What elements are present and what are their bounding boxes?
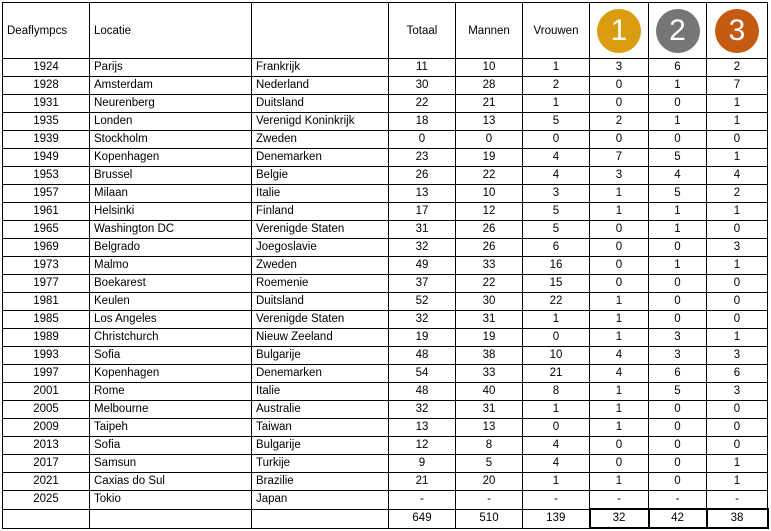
cell-men: 10 xyxy=(456,59,523,77)
cell-city: Christchurch xyxy=(90,329,252,347)
cell-bronze: 3 xyxy=(707,239,768,257)
cell-year: 2013 xyxy=(3,437,90,455)
cell-total: 32 xyxy=(389,311,456,329)
header-women: Vrouwen xyxy=(523,3,590,59)
cell-women: 4 xyxy=(523,455,590,473)
cell-silver: 0 xyxy=(649,455,707,473)
cell-silver: 0 xyxy=(649,239,707,257)
header-year: Deaflympcs xyxy=(3,3,90,59)
cell-bronze: 1 xyxy=(707,473,768,491)
cell-bronze: 3 xyxy=(707,347,768,365)
header-total: Totaal xyxy=(389,3,456,59)
cell-city: Rome xyxy=(90,383,252,401)
cell-city: Neurenberg xyxy=(90,95,252,113)
table-row xyxy=(3,473,768,491)
cell-year: 2001 xyxy=(3,383,90,401)
table-row xyxy=(3,275,768,293)
table-row xyxy=(3,167,768,185)
cell-bronze: 1 xyxy=(707,203,768,221)
cell-men: 28 xyxy=(456,77,523,95)
cell-gold: 1 xyxy=(590,329,649,347)
cell-gold: 1 xyxy=(590,473,649,491)
cell-women: 4 xyxy=(523,149,590,167)
cell-men: 22 xyxy=(456,275,523,293)
cell-men: 20 xyxy=(456,473,523,491)
cell-total: 48 xyxy=(389,347,456,365)
cell-country: Duitsland xyxy=(252,95,389,113)
cell-year: 1928 xyxy=(3,77,90,95)
cell-country: Nieuw Zeeland xyxy=(252,329,389,347)
cell-bronze: 4 xyxy=(707,167,768,185)
cell-country: Brazilie xyxy=(252,473,389,491)
cell-bronze: 3 xyxy=(707,383,768,401)
table-row xyxy=(3,329,768,347)
cell-country: Belgie xyxy=(252,167,389,185)
cell-country: Verenigde Staten xyxy=(252,311,389,329)
cell-country: Turkije xyxy=(252,455,389,473)
cell-country: Nederland xyxy=(252,77,389,95)
cell-bronze: 0 xyxy=(707,293,768,311)
cell-men: 38 xyxy=(456,347,523,365)
silver-medal-icon: 2 xyxy=(656,9,700,53)
cell-city: Melbourne xyxy=(90,401,252,419)
cell-men: 33 xyxy=(456,365,523,383)
table-row xyxy=(3,77,768,95)
cell-bronze: 1 xyxy=(707,95,768,113)
totals-silver: 42 xyxy=(649,509,707,528)
cell-men: 33 xyxy=(456,257,523,275)
cell-silver: 1 xyxy=(649,257,707,275)
cell-country: Finland xyxy=(252,203,389,221)
cell-year: 1969 xyxy=(3,239,90,257)
cell-bronze: 0 xyxy=(707,419,768,437)
cell-city: Kopenhagen xyxy=(90,365,252,383)
cell-total: 0 xyxy=(389,131,456,149)
cell-silver: 5 xyxy=(649,185,707,203)
cell-silver: 0 xyxy=(649,131,707,149)
cell-women: 3 xyxy=(523,185,590,203)
table-row xyxy=(3,113,768,131)
cell-bronze: 6 xyxy=(707,365,768,383)
table-row xyxy=(3,347,768,365)
bronze-medal-icon: 3 xyxy=(715,9,759,53)
cell-bronze: - xyxy=(707,491,768,510)
cell-gold: 0 xyxy=(590,221,649,239)
cell-bronze: 1 xyxy=(707,329,768,347)
cell-women: 22 xyxy=(523,293,590,311)
cell-bronze: 7 xyxy=(707,77,768,95)
table-row xyxy=(3,455,768,473)
cell-silver: - xyxy=(649,491,707,510)
cell-total: 12 xyxy=(389,437,456,455)
totals-bronze: 38 xyxy=(707,509,768,528)
cell-women: 2 xyxy=(523,77,590,95)
cell-women: 16 xyxy=(523,257,590,275)
cell-year: 1957 xyxy=(3,185,90,203)
cell-bronze: 0 xyxy=(707,131,768,149)
cell-bronze: 0 xyxy=(707,401,768,419)
cell-gold: 0 xyxy=(590,239,649,257)
cell-men: 19 xyxy=(456,149,523,167)
cell-country: Denemarken xyxy=(252,365,389,383)
cell-silver: 1 xyxy=(649,203,707,221)
cell-country: Roemenie xyxy=(252,275,389,293)
cell-total: 18 xyxy=(389,113,456,131)
cell-women: 6 xyxy=(523,239,590,257)
cell-city: Londen xyxy=(90,113,252,131)
cell-country: Bulgarije xyxy=(252,347,389,365)
header-location: Locatie xyxy=(90,3,252,59)
cell-silver: 0 xyxy=(649,419,707,437)
cell-silver: 0 xyxy=(649,95,707,113)
cell-women: 5 xyxy=(523,113,590,131)
cell-total: 32 xyxy=(389,401,456,419)
cell-silver: 6 xyxy=(649,59,707,77)
cell-men: 5 xyxy=(456,455,523,473)
cell-year: 1965 xyxy=(3,221,90,239)
cell-country: Frankrijk xyxy=(252,59,389,77)
cell-women: 0 xyxy=(523,329,590,347)
cell-year: 1973 xyxy=(3,257,90,275)
cell-women: 1 xyxy=(523,401,590,419)
cell-city: Caxias do Sul xyxy=(90,473,252,491)
cell-gold: 3 xyxy=(590,167,649,185)
cell-total: 13 xyxy=(389,185,456,203)
cell-country: Taiwan xyxy=(252,419,389,437)
cell-bronze: 1 xyxy=(707,257,768,275)
cell-country: Zweden xyxy=(252,257,389,275)
cell-men: 22 xyxy=(456,167,523,185)
cell-gold: 0 xyxy=(590,437,649,455)
cell-city: Malmo xyxy=(90,257,252,275)
cell-total: 22 xyxy=(389,95,456,113)
cell-year: 1989 xyxy=(3,329,90,347)
cell-gold: 0 xyxy=(590,455,649,473)
cell-year: 1931 xyxy=(3,95,90,113)
cell-year: 1977 xyxy=(3,275,90,293)
cell-total: 30 xyxy=(389,77,456,95)
cell-year: 1949 xyxy=(3,149,90,167)
cell-women: 4 xyxy=(523,167,590,185)
cell-bronze: 1 xyxy=(707,149,768,167)
cell-total: 17 xyxy=(389,203,456,221)
cell-gold: 3 xyxy=(590,59,649,77)
table-row xyxy=(3,437,768,455)
cell-gold: - xyxy=(590,491,649,510)
cell-gold: 4 xyxy=(590,365,649,383)
cell-silver: 0 xyxy=(649,473,707,491)
cell-city: Keulen xyxy=(90,293,252,311)
gold-medal-icon: 1 xyxy=(597,9,641,53)
table-row xyxy=(3,383,768,401)
cell-gold: 2 xyxy=(590,113,649,131)
table-body xyxy=(3,59,768,510)
totals-gold: 32 xyxy=(590,509,649,528)
cell-bronze: 0 xyxy=(707,221,768,239)
cell-total: 21 xyxy=(389,473,456,491)
cell-city: Amsterdam xyxy=(90,77,252,95)
cell-silver: 3 xyxy=(649,347,707,365)
cell-country: Italie xyxy=(252,383,389,401)
cell-city: Belgrado xyxy=(90,239,252,257)
cell-gold: 0 xyxy=(590,95,649,113)
cell-men: 40 xyxy=(456,383,523,401)
cell-gold: 0 xyxy=(590,77,649,95)
table-row xyxy=(3,311,768,329)
cell-total: - xyxy=(389,491,456,510)
cell-total: 19 xyxy=(389,329,456,347)
cell-women: - xyxy=(523,491,590,510)
cell-women: 0 xyxy=(523,419,590,437)
table-row xyxy=(3,419,768,437)
table-row xyxy=(3,491,768,510)
cell-silver: 0 xyxy=(649,437,707,455)
cell-total: 37 xyxy=(389,275,456,293)
cell-bronze: 2 xyxy=(707,59,768,77)
cell-year: 1961 xyxy=(3,203,90,221)
cell-total: 9 xyxy=(389,455,456,473)
table-row xyxy=(3,149,768,167)
table-row xyxy=(3,221,768,239)
table-row xyxy=(3,257,768,275)
cell-women: 21 xyxy=(523,365,590,383)
cell-gold: 1 xyxy=(590,311,649,329)
cell-women: 5 xyxy=(523,221,590,239)
cell-country: Joegoslavie xyxy=(252,239,389,257)
cell-men: 30 xyxy=(456,293,523,311)
header-gold xyxy=(590,3,649,59)
cell-year: 1981 xyxy=(3,293,90,311)
cell-men: 21 xyxy=(456,95,523,113)
cell-year: 1985 xyxy=(3,311,90,329)
cell-year: 1939 xyxy=(3,131,90,149)
cell-year: 2025 xyxy=(3,491,90,510)
cell-year: 2005 xyxy=(3,401,90,419)
cell-bronze: 2 xyxy=(707,185,768,203)
cell-bronze: 0 xyxy=(707,437,768,455)
totals-empty-2 xyxy=(90,509,252,528)
cell-gold: 1 xyxy=(590,401,649,419)
cell-city: Boekarest xyxy=(90,275,252,293)
cell-country: Verenigde Staten xyxy=(252,221,389,239)
cell-bronze: 0 xyxy=(707,275,768,293)
cell-year: 1953 xyxy=(3,167,90,185)
cell-men: - xyxy=(456,491,523,510)
cell-gold: 0 xyxy=(590,257,649,275)
cell-silver: 3 xyxy=(649,329,707,347)
cell-country: Italie xyxy=(252,185,389,203)
cell-women: 1 xyxy=(523,311,590,329)
header-silver xyxy=(649,3,707,59)
cell-gold: 0 xyxy=(590,131,649,149)
cell-gold: 1 xyxy=(590,419,649,437)
table-row xyxy=(3,293,768,311)
cell-women: 5 xyxy=(523,203,590,221)
totals-empty-1 xyxy=(3,509,90,528)
cell-city: Sofia xyxy=(90,347,252,365)
header-bronze xyxy=(707,3,768,59)
cell-country: Duitsland xyxy=(252,293,389,311)
cell-silver: 4 xyxy=(649,167,707,185)
cell-silver: 1 xyxy=(649,221,707,239)
cell-silver: 6 xyxy=(649,365,707,383)
cell-men: 13 xyxy=(456,419,523,437)
cell-city: Washington DC xyxy=(90,221,252,239)
cell-gold: 1 xyxy=(590,203,649,221)
totals-row xyxy=(3,509,768,528)
cell-total: 11 xyxy=(389,59,456,77)
cell-total: 13 xyxy=(389,419,456,437)
cell-total: 26 xyxy=(389,167,456,185)
cell-country: Denemarken xyxy=(252,149,389,167)
cell-silver: 1 xyxy=(649,77,707,95)
cell-men: 0 xyxy=(456,131,523,149)
cell-gold: 1 xyxy=(590,383,649,401)
cell-bronze: 1 xyxy=(707,455,768,473)
cell-total: 23 xyxy=(389,149,456,167)
cell-men: 26 xyxy=(456,239,523,257)
cell-total: 52 xyxy=(389,293,456,311)
cell-silver: 0 xyxy=(649,275,707,293)
table-row xyxy=(3,185,768,203)
table-row xyxy=(3,239,768,257)
cell-city: Samsun xyxy=(90,455,252,473)
cell-gold: 1 xyxy=(590,185,649,203)
cell-city: Milaan xyxy=(90,185,252,203)
cell-city: Los Angeles xyxy=(90,311,252,329)
cell-men: 31 xyxy=(456,401,523,419)
cell-year: 2009 xyxy=(3,419,90,437)
cell-country: Japan xyxy=(252,491,389,510)
cell-women: 10 xyxy=(523,347,590,365)
totals-women: 139 xyxy=(523,509,590,528)
cell-country: Bulgarije xyxy=(252,437,389,455)
cell-women: 1 xyxy=(523,473,590,491)
cell-country: Verenigd Koninkrijk xyxy=(252,113,389,131)
cell-silver: 5 xyxy=(649,149,707,167)
cell-men: 19 xyxy=(456,329,523,347)
cell-women: 1 xyxy=(523,95,590,113)
cell-total: 49 xyxy=(389,257,456,275)
cell-year: 2021 xyxy=(3,473,90,491)
table-row xyxy=(3,131,768,149)
cell-women: 4 xyxy=(523,437,590,455)
cell-country: Zweden xyxy=(252,131,389,149)
cell-women: 1 xyxy=(523,59,590,77)
cell-year: 1993 xyxy=(3,347,90,365)
cell-silver: 0 xyxy=(649,293,707,311)
cell-bronze: 0 xyxy=(707,311,768,329)
cell-city: Kopenhagen xyxy=(90,149,252,167)
cell-city: Helsinki xyxy=(90,203,252,221)
totals-total: 649 xyxy=(389,509,456,528)
cell-women: 15 xyxy=(523,275,590,293)
cell-year: 1997 xyxy=(3,365,90,383)
cell-bronze: 1 xyxy=(707,113,768,131)
cell-city: Parijs xyxy=(90,59,252,77)
cell-year: 1924 xyxy=(3,59,90,77)
cell-men: 8 xyxy=(456,437,523,455)
cell-women: 8 xyxy=(523,383,590,401)
cell-silver: 5 xyxy=(649,383,707,401)
cell-silver: 1 xyxy=(649,113,707,131)
cell-men: 10 xyxy=(456,185,523,203)
table-row xyxy=(3,401,768,419)
cell-gold: 0 xyxy=(590,275,649,293)
cell-men: 13 xyxy=(456,113,523,131)
table-row xyxy=(3,203,768,221)
table-row xyxy=(3,95,768,113)
cell-year: 2017 xyxy=(3,455,90,473)
totals-men: 510 xyxy=(456,509,523,528)
cell-city: Tokio xyxy=(90,491,252,510)
cell-country: Australie xyxy=(252,401,389,419)
cell-year: 1935 xyxy=(3,113,90,131)
table-row xyxy=(3,365,768,383)
cell-city: Brussel xyxy=(90,167,252,185)
cell-total: 48 xyxy=(389,383,456,401)
cell-total: 54 xyxy=(389,365,456,383)
cell-men: 26 xyxy=(456,221,523,239)
cell-gold: 4 xyxy=(590,347,649,365)
cell-city: Stockholm xyxy=(90,131,252,149)
cell-city: Taipeh xyxy=(90,419,252,437)
cell-total: 31 xyxy=(389,221,456,239)
cell-men: 12 xyxy=(456,203,523,221)
header-men: Mannen xyxy=(456,3,523,59)
cell-gold: 1 xyxy=(590,293,649,311)
cell-silver: 0 xyxy=(649,311,707,329)
cell-women: 0 xyxy=(523,131,590,149)
cell-total: 32 xyxy=(389,239,456,257)
cell-gold: 7 xyxy=(590,149,649,167)
table-row xyxy=(3,59,768,77)
header-row xyxy=(3,3,768,59)
header-country xyxy=(252,3,389,59)
cell-city: Sofia xyxy=(90,437,252,455)
deaflympics-table xyxy=(2,2,769,529)
cell-men: 31 xyxy=(456,311,523,329)
totals-empty-3 xyxy=(252,509,389,528)
cell-silver: 0 xyxy=(649,401,707,419)
